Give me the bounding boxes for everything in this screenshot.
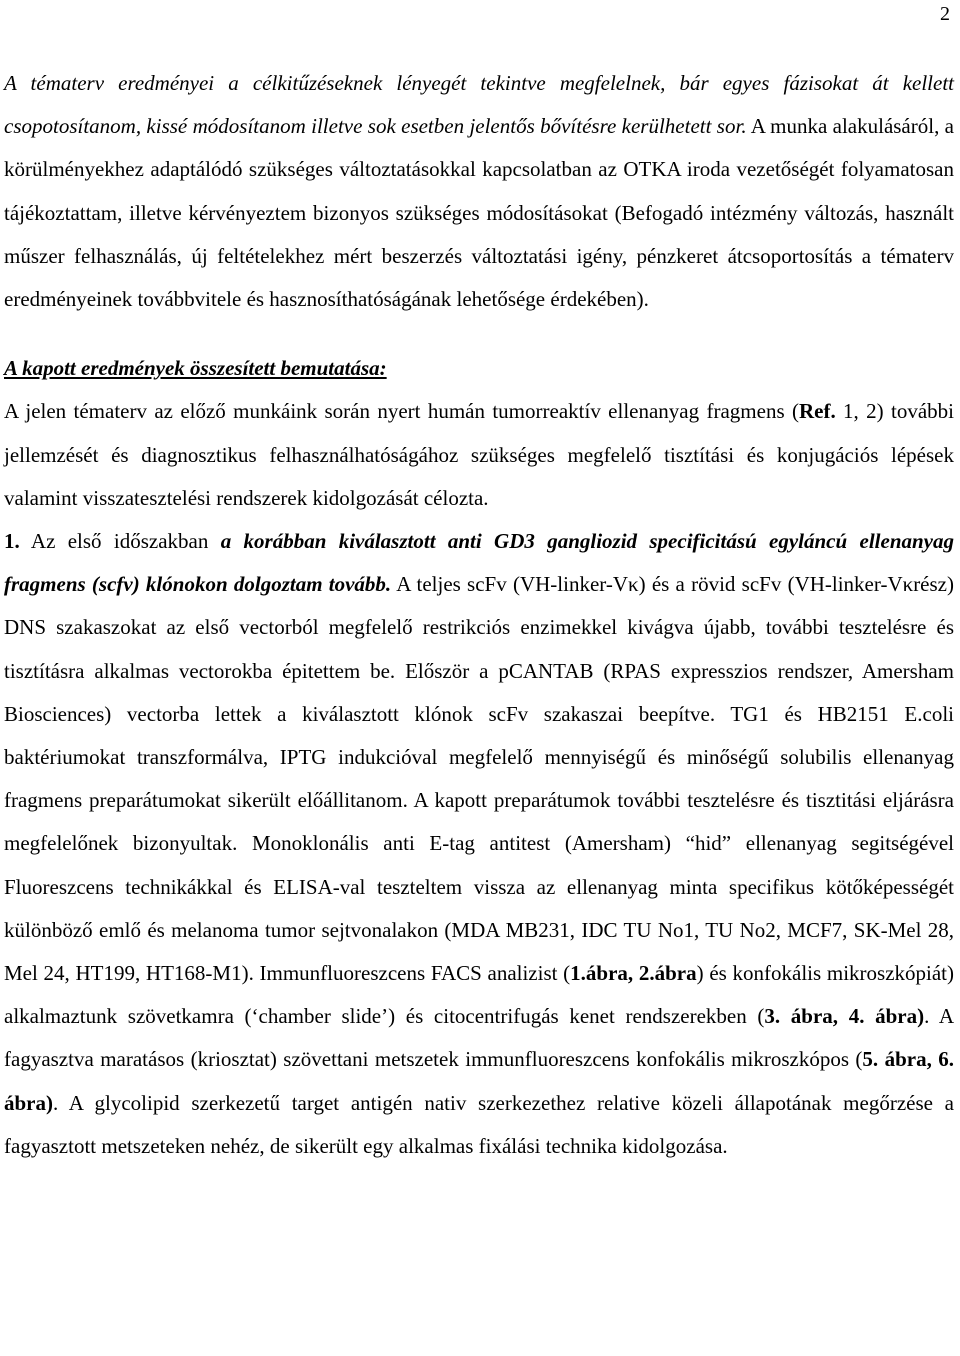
figure-ref-5-6: 5. ábra, 6. ábra) [4,1047,955,1115]
results-text-2: A teljes scFv (VH-linker-Vκ) és a rövid scFv (VH-linker-Vκrész) DNS szakaszokat az első vectorból megfelelő restrikciós enzimekkel kivágva újabb, további tesztelésre és tisztításra alkalmas vectorokba épitettem be. Először a pCANTAB (RPAS expresszios rendszer, Amersham Biosciences) vectorba lettek a kiválasztott klónok scFv szakaszai beepítve. TG1 és HB2151 E.coli baktériumokat transzformálva, IPTG indukcióval megfelelő mennyiségű és minőségű solubilis ellenanyag fragmens preparátumokat sikerült előállitanom. A kapott preparátumok további tesztelésre és tisztitási eljárásra megfelelőnek bizonyultak. Monoklonális anti E-tag antitest (Amersham) “hid” ellenanyag segitségével Fluoreszcens technikákkal és ELISA-val teszteltem vissza az ellenanyag minta specifikus kötőképességét különböző emlő és melanoma tumor sejtvonalakon (MDA MB231, IDC TU No1, TU No2, MCF7, SK-Mel 28, Mel 24, HT199, HT168-M1). Immunfluoreszcens FACS analizist ( [4,572,954,986]
intro-italic-sentence: A tématerv eredményei a célkitűzéseknek lényegét tekintve megfelelnek, bár egyes fázisokat át kellett csopotosítanom, kissé módosítanom illetve sok esetben jelentős bővítésre kerülhetett sor. [4,71,954,139]
document-body [4,62,954,1168]
results-text-4: . A fagyasztva maratásos (kriosztat) szövettani metszetek immunfluoreszcens konfokális mikroszkópos ( [4,1004,955,1072]
aim-text-1: A jelen tématerv az előző munkáink során nyert humán tumorreaktív ellenanyag fragmens ( [4,399,799,424]
ref-label: Ref. [798,399,836,424]
results-text-1: Az első időszakban [19,529,221,554]
results-text-3: ) és konfokális mikroszkópiát) alkalmaztunk szövetkamra (‘chamber slide’) és citocentrifugás kenet rendszerekben ( [4,961,955,1029]
figure-ref-1-2: 1.ábra, 2.ábra [570,961,697,986]
intro-text: A munka alakulásáról, a körülményekhez adaptálódó szükséges változtatásokkal kapcsolatban az OTKA iroda vezetőségét folyamatosan tájékoztattam, illetve kérvényeztem bizonyos szükséges módosításokat (Befogadó intézmény változás, használt műszer felhasználás, új feltételekhez mért beszerzés változtatási igény, pénzkeret átcsoportosítás a tématerv eredményeinek továbbvitele és hasznosíthatóságának lehetősége érdekében). [4,114,955,312]
page-number: 2 [940,3,950,25]
results-text-5: . A glycolipid szerkezetű target antigén nativ szerkezethez relative közeli állapotának megőrzése a fagyasztott metszeteken nehéz, de sikerült egy alkalmas fixálási technika kidolgozása. [4,1090,954,1158]
results-heading: A kapott eredmények összesített bemutatása: [4,356,387,381]
aim-paragraph [4,390,954,520]
section-number: 1. [4,529,20,554]
results-paragraph [4,520,954,1168]
figure-ref-3-4: 3. ábra, 4. ábra) [764,1004,925,1029]
results-emphasis: a korábban kiválasztott anti GD3 gangliozid specificitású egyláncú ellenanyag fragmens (scfv) klónokon dolgoztam tovább. [4,529,954,597]
aim-text-2: 1, 2) további jellemzését és diagnosztikus felhasználhatóságához szükséges megfelelő tisztítási és konjugációs lépések valamint visszatesztelési rendszerek kidolgozását célozta. [4,399,954,510]
intro-paragraph [4,62,954,321]
